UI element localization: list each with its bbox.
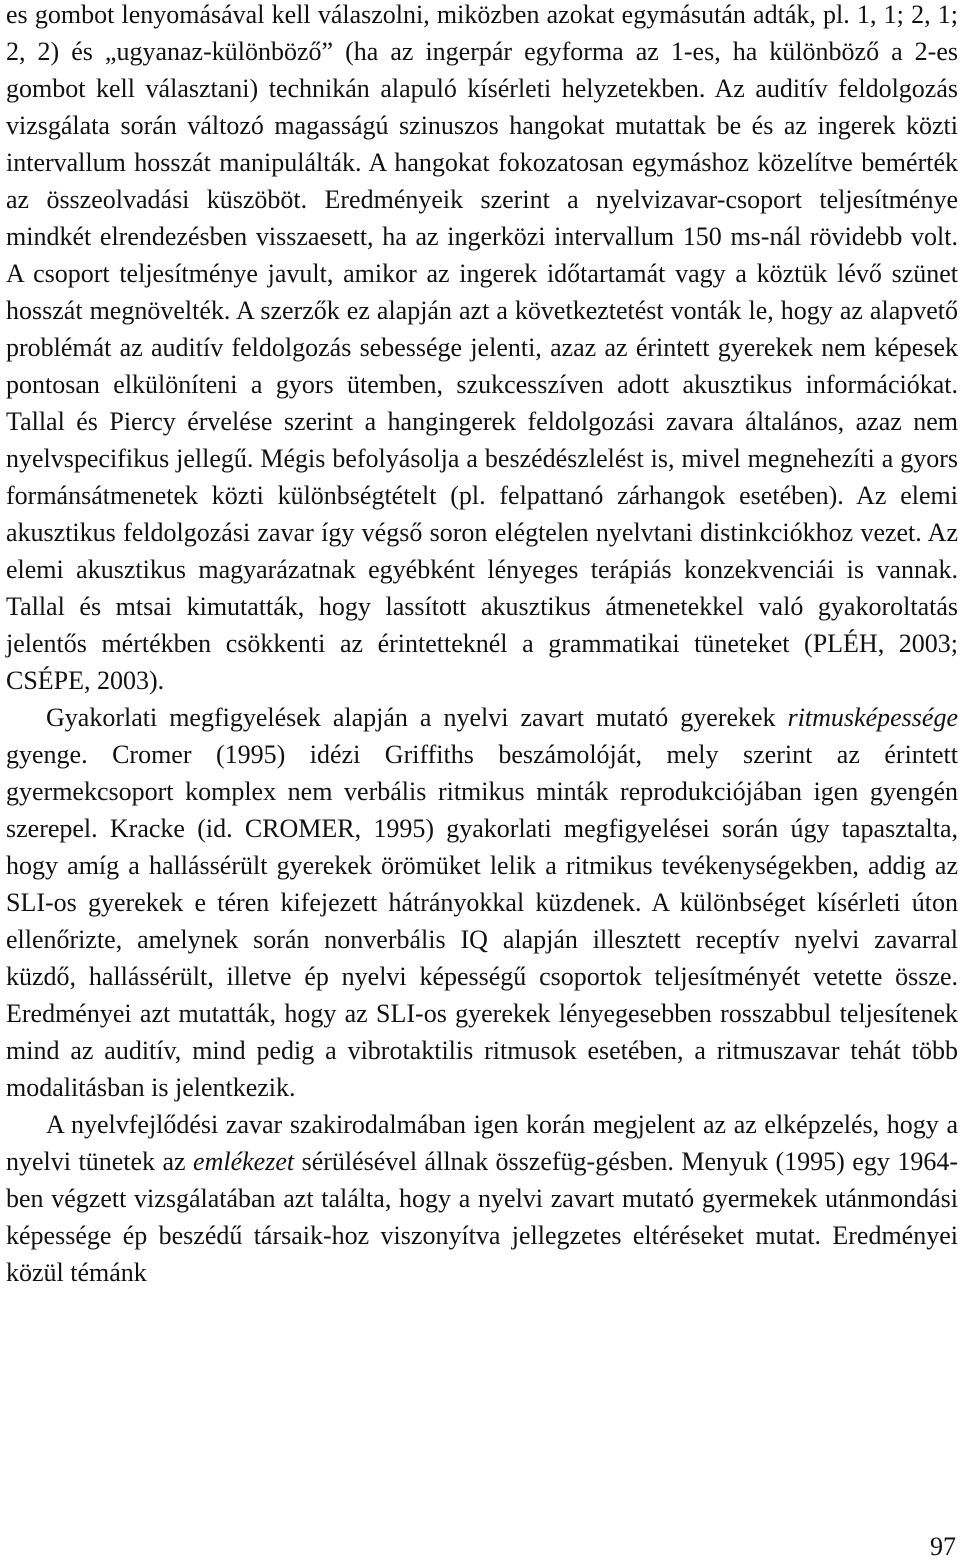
emphasis-term: emlékezet [193,1147,295,1176]
paragraph-text: Gyakorlati megfigyelések alapján a nyelvi zavart mutató gyerekek [46,703,788,732]
paragraph-3 [6,1106,958,1291]
paragraph-text: A nyelvfejlődési zavar szakirodalmában igen korán megjelent az az elképzelés, hogy a nyelvi tünetek az [6,1110,958,1176]
page-number: 97 [930,1532,956,1561]
paragraph-1 [6,0,958,699]
paragraph-text: es gombot lenyomásával kell válaszolni, miközben azokat egymásután adták, pl. 1, 1; 2, 1; 2, 2) és „ugyanaz-különböző” (ha az ingerpár egyforma az 1-es, ha különböző a 2-es gombot kell választani) technikán alapuló kísérleti helyzetekben. Az auditív feldolgozás vizsgálata során változó magasságú szinuszos hangokat mutattak be és az ingerek közti intervallum hosszát manipulálták. A hangokat fokozatosan egymáshoz közelítve bemérték az összeolvadási küszöböt. Eredményeik szerint a nyelvizavar-csoport teljesítménye mindkét elrendezésben visszaesett, ha az ingerközi intervallum 150 ms-nál rövidebb volt. A csoport teljesítménye javult, amikor az ingerek időtartamát vagy a köztük lévő szünet hosszát megnövelték. A szerzők ez alapján azt a következtetést vonták le, hogy az alapvető problémát az auditív feldolgozás sebessége jelenti, azaz az érintett gyerekek nem képesek pontosan elkülöníteni a gyors ütemben, szukcesszíven adott akusztikus információkat. Tallal és Piercy érvelése szerint a hangingerek feldolgozási zavara általános, azaz nem nyelvspecifikus jellegű. Mégis befolyásolja a beszédészlelést is, mivel megnehezíti a gyors formánsátmenetek közti különbségtételt (pl. felpattanó zárhangok esetében). Az elemi akusztikus feldolgozási zavar így végső soron elégtelen nyelvtani distinkciókhoz vezet. Az elemi akusztikus magyarázatnak egyébként lényeges terápiás konzekvenciái is vannak. Tallal és mtsai kimutatták, hogy lassított akusztikus átmenetekkel való gyakoroltatás jelentős mértékben csökkenti az érintetteknél a grammatikai tüneteket (PLÉH, 2003; CSÉPE, 2003). [6,0,958,695]
paragraph-text: gyenge. Cromer (1995) idézi Griffiths beszámolóját, mely szerint az érintett gyermekcsoport komplex nem verbális ritmikus minták reprodukciójában igen gyengén szerepel. Kracke (id. CROMER, 1995) gyakorlati megfigyelései során úgy tapasztalta, hogy amíg a hallássérült gyerekek örömüket lelik a ritmikus tevékenységekben, addig az SLI-os gyerekek e téren kifejezett hátrányokkal küzdenek. A különbséget kísérleti úton ellenőrizte, amelynek során nonverbális IQ alapján illesztett receptív nyelvi zavarral küzdő, hallássérült, illetve ép nyelvi képességű csoportok teljesítményét vetette össze. Eredményei azt mutatták, hogy az SLI-os gyerekek lényegesebben rosszabbul teljesítenek mind az auditív, mind pedig a vibrotaktilis ritmusok esetében, a ritmuszavar tehát több modalitásban is jelentkezik. [6,740,958,1102]
emphasis-term: ritmusképessége [787,703,958,732]
paragraph-2 [6,699,958,1106]
paragraph-text: sérülésével állnak összefüg-gésben. Menyuk (1995) egy 1964-ben végzett vizsgálatában azt találta, hogy a nyelvi zavart mutató gyermekek utánmondási képessége ép beszédű társaik-hoz viszonyítva jellegzetes eltéréseket mutat. Eredményei közül témánk [6,1147,958,1287]
document-body [6,0,958,1291]
